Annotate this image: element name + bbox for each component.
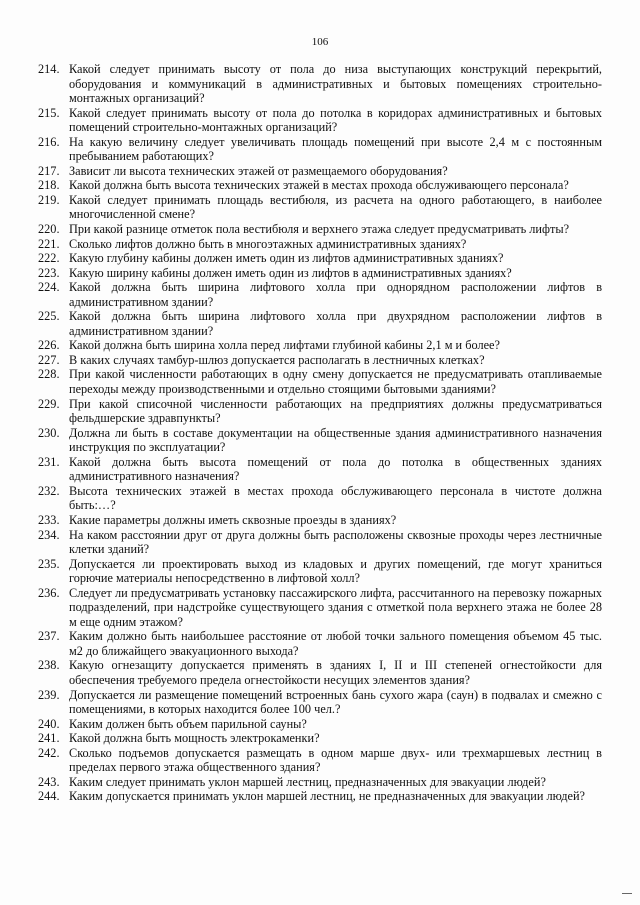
question-number: 234. bbox=[38, 527, 60, 542]
list-item bbox=[38, 528, 602, 557]
question-text: При какой разнице отметок пола вестибюля и верхнего этажа следует предусматривать лифты? bbox=[69, 222, 570, 237]
list-item bbox=[38, 731, 602, 746]
question-number: 225. bbox=[38, 309, 60, 324]
question-text: В каких случаях тамбур-шлюз допускается располагать в лестничных клетках? bbox=[69, 352, 485, 367]
question-text: При какой численности работающих в одну смену допускается не предусматривать отапливаемые переходы между производственными и отдельно стоящими бытовыми зданиями? bbox=[69, 367, 602, 397]
question-number: 227. bbox=[38, 352, 60, 367]
question-text: Какой следует принимать высоту от пола до низа выступающих конструкций перекрытий, оборудования и коммуникаций в административных и бытовых помещениях строительно-монтажных организаций? bbox=[69, 62, 602, 106]
question-number: 231. bbox=[38, 454, 60, 469]
list-item bbox=[38, 557, 602, 586]
question-number: 239. bbox=[38, 687, 60, 702]
question-number: 238. bbox=[38, 658, 60, 673]
question-number: 226. bbox=[38, 338, 60, 353]
list-item bbox=[38, 222, 602, 237]
list-item bbox=[38, 658, 602, 687]
page-number: 106 bbox=[311, 36, 329, 48]
question-number: 236. bbox=[38, 585, 60, 600]
question-text: Какую глубину кабины должен иметь один из лифтов административных зданиях? bbox=[69, 251, 504, 266]
question-text: Какую огнезащиту допускается применять в зданиях I, II и III степеней огнестойкости для обеспечения требуемого предела огнестойкости несущих элементов здания? bbox=[69, 658, 602, 687]
list-item bbox=[38, 280, 602, 309]
question-text: Зависит ли высота технических этажей от размещаемого оборудования? bbox=[69, 163, 448, 178]
question-number: 216. bbox=[38, 134, 60, 149]
question-number: 218. bbox=[38, 178, 60, 193]
list-item bbox=[38, 367, 602, 396]
question-number: 241. bbox=[38, 731, 60, 746]
list-item bbox=[38, 455, 602, 484]
list-item bbox=[38, 178, 602, 193]
question-number: 217. bbox=[38, 163, 60, 178]
list-item bbox=[38, 164, 602, 179]
list-item bbox=[38, 688, 602, 717]
list-item bbox=[38, 62, 602, 106]
question-text: Какой следует принимать площадь вестибюля, из расчета на одного работающего, в наиболее многочисленной смене? bbox=[69, 192, 602, 222]
question-text: Какой должна быть высота технических этажей в местах прохода обслуживающего персонала? bbox=[69, 178, 569, 193]
question-number: 237. bbox=[38, 629, 60, 644]
question-text: Какой должна быть ширина лифтового холла при двухрядном расположении лифтов в административном здании? bbox=[69, 309, 602, 338]
question-text: Сколько лифтов должно быть в многоэтажных административных зданиях? bbox=[69, 236, 467, 251]
list-item bbox=[38, 309, 602, 338]
question-number: 221. bbox=[38, 236, 60, 251]
question-text: Какой следует принимать высоту от пола до потолка в коридорах административных и бытовых помещений строительно-монтажных организаций? bbox=[69, 105, 602, 135]
question-list bbox=[38, 62, 602, 804]
question-text: Каким должно быть наибольшее расстояние от любой точки зального помещения объемом 45 тыс. м2 до ближайщего эвакуационного выхода? bbox=[69, 629, 602, 658]
list-item bbox=[38, 106, 602, 135]
question-number: 229. bbox=[38, 396, 60, 411]
question-number: 222. bbox=[38, 251, 60, 266]
list-item bbox=[38, 717, 602, 732]
question-number: 230. bbox=[38, 425, 60, 440]
list-item bbox=[38, 789, 602, 804]
list-item bbox=[38, 484, 602, 513]
question-number: 240. bbox=[38, 716, 60, 731]
question-text: Какой должна быть ширина холла перед лифтами глубиной кабины 2,1 м и более? bbox=[69, 338, 500, 353]
question-number: 220. bbox=[38, 222, 60, 237]
list-item bbox=[38, 397, 602, 426]
question-text: Какие параметры должны иметь сквозные проезды в зданиях? bbox=[69, 512, 397, 527]
question-text: Каким следует принимать уклон маршей лестниц, предназначенных для эвакуации людей? bbox=[69, 774, 546, 789]
list-item bbox=[38, 746, 602, 775]
question-text: Допускается ли размещение помещений встроенных бань сухого жара (саун) в подвалах и смежно с помещениями, в которых находится более 100 чел.? bbox=[69, 687, 602, 717]
question-number: 223. bbox=[38, 265, 60, 280]
list-item bbox=[38, 353, 602, 368]
question-text: На какую величину следует увеличивать площадь помещений при высоте 2,4 м с постоянным пребыванием работающих? bbox=[69, 134, 602, 164]
question-text: Какой должна быть ширина лифтового холла при однорядном расположении лифтов в административном здании? bbox=[69, 280, 602, 309]
question-text: Высота технических этажей в местах прохода обслуживающего персонала в чистоте должна быть:…? bbox=[69, 483, 602, 513]
question-number: 242. bbox=[38, 745, 60, 760]
list-item bbox=[38, 193, 602, 222]
list-item bbox=[38, 237, 602, 252]
question-text: Какой должна быть высота помещений от пола до потолка в общественных зданиях административного назначения? bbox=[69, 454, 602, 484]
list-item bbox=[38, 513, 602, 528]
question-text: Должна ли быть в составе документации на общественные здания административного назначения инструкция по эксплуатации? bbox=[69, 425, 602, 455]
question-text: На каком расстоянии друг от друга должны быть расположены сквозные проходы через лестничные клетки зданий? bbox=[69, 527, 602, 557]
question-number: 214. bbox=[38, 62, 60, 76]
list-item bbox=[38, 338, 602, 353]
list-item bbox=[38, 775, 602, 790]
question-number: 232. bbox=[38, 483, 60, 498]
question-number: 219. bbox=[38, 192, 60, 207]
question-text: Каким допускается принимать уклон маршей лестниц, не предназначенных для эвакуации людей? bbox=[69, 789, 585, 804]
scan-corner-mark bbox=[622, 893, 632, 898]
list-item bbox=[38, 135, 602, 164]
question-number: 243. bbox=[38, 774, 60, 789]
list-item bbox=[38, 629, 602, 658]
question-number: 228. bbox=[38, 367, 60, 382]
question-text: Какую ширину кабины должен иметь один из лифтов в административных зданиях? bbox=[69, 265, 512, 280]
question-number: 215. bbox=[38, 105, 60, 120]
question-text: Какой должна быть мощность электрокаменки? bbox=[69, 731, 320, 746]
question-number: 233. bbox=[38, 512, 60, 527]
question-number: 235. bbox=[38, 556, 60, 571]
list-item bbox=[38, 251, 602, 266]
question-text: Сколько подъемов допускается размещать в одном марше двух- или трехмаршевых лестниц в пределах первого этажа общественного здания? bbox=[69, 745, 602, 775]
question-text: Следует ли предусматривать установку пассажирского лифта, рассчитанного на перевозку пожарных подразделений, при надстройке существующего здания с отметкой пола верхнего этажа не более 28 м еще одним этажом? bbox=[69, 585, 602, 629]
list-item bbox=[38, 266, 602, 281]
question-text: Допускается ли проектировать выход из кладовых и других помещений, где могут храниться горючие материалы непосредственно в лифтовой холл? bbox=[69, 556, 602, 586]
question-number: 224. bbox=[38, 280, 60, 295]
question-number: 244. bbox=[38, 789, 60, 804]
list-item bbox=[38, 426, 602, 455]
question-text: При какой списочной численности работающих на предприятиях должны предусматриваться фельдшерские здравпункты? bbox=[69, 396, 602, 426]
list-item bbox=[38, 586, 602, 630]
question-text: Каким должен быть объем парильной сауны? bbox=[69, 716, 307, 731]
